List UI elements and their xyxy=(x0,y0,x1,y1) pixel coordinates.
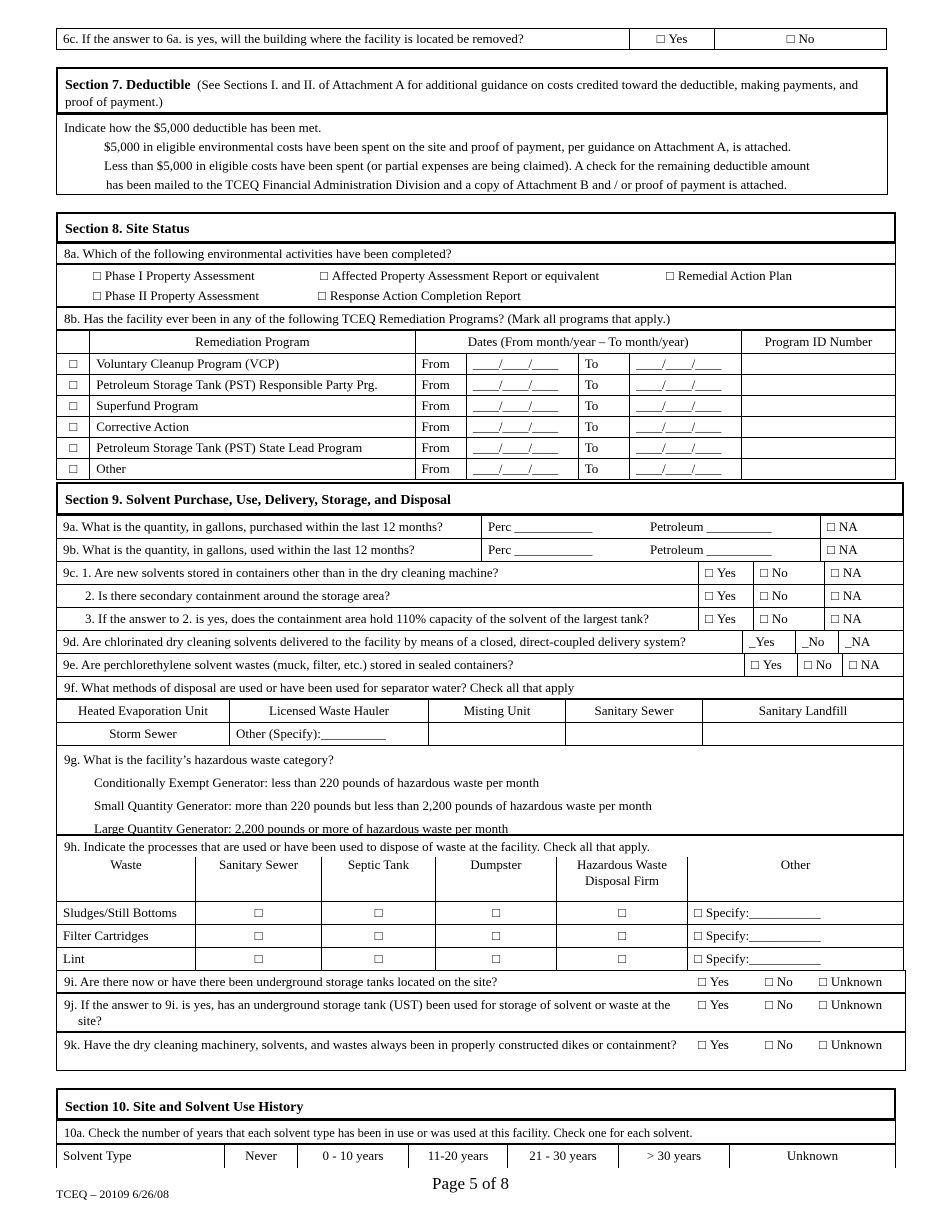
q10a: 10a. Check the number of years that each solvent type has been in use or was used at this facility. Check one for each solvent. xyxy=(56,1120,896,1144)
program-name: Corrective Action xyxy=(90,417,415,438)
deductible-option-1[interactable]: $5,000 in eligible environmental costs have been spent on the site and proof of payment, per guidance on Attachment A, is attached. xyxy=(104,139,792,154)
waste-checkbox[interactable]: □ xyxy=(196,947,322,970)
q9j-no[interactable]: □ No xyxy=(765,997,793,1013)
from-date[interactable]: ____/____/____ xyxy=(466,354,578,375)
section10-header xyxy=(56,1088,896,1120)
q9i-no[interactable]: □ No xyxy=(765,974,793,990)
q9e-yes[interactable]: □ Yes xyxy=(751,657,782,672)
waste-checkbox[interactable]: □ xyxy=(436,901,557,924)
program-checkbox[interactable]: □ xyxy=(57,375,90,396)
col-30plus: > 30 years xyxy=(619,1145,730,1168)
waste-name: Lint xyxy=(57,947,196,970)
program-name: Superfund Program xyxy=(90,396,415,417)
program-name: Voluntary Cleanup Program (VCP) xyxy=(90,354,415,375)
program-checkbox[interactable]: □ xyxy=(57,459,90,480)
section7-title: Section 7. Deductible xyxy=(65,78,191,93)
waste-checkbox[interactable]: □ xyxy=(557,924,688,947)
program-id[interactable] xyxy=(741,396,895,417)
section9-title: Section 9. Solvent Purchase, Use, Delivery, Storage, and Disposal xyxy=(65,493,451,508)
q9d: 9d. Are chlorinated dry cleaning solvents delivered to the facility by means of a closed, direct-coupled delivery system? xyxy=(57,631,743,654)
col-11-20: 11-20 years xyxy=(409,1145,508,1168)
q9a: 9a. What is the quantity, in gallons, purchased within the last 12 months? xyxy=(57,516,482,539)
q10a-table xyxy=(56,1144,896,1168)
program-checkbox[interactable]: □ xyxy=(57,438,90,459)
from-label: From xyxy=(415,438,466,459)
from-date[interactable]: ____/____/____ xyxy=(466,417,578,438)
q9d-na[interactable]: _NA xyxy=(839,631,904,654)
from-label: From xyxy=(415,375,466,396)
to-date[interactable]: ____/____/____ xyxy=(630,438,742,459)
q9g-block xyxy=(56,745,904,835)
q9c1-yes[interactable]: □ Yes xyxy=(705,565,736,580)
q9e-table xyxy=(56,653,904,677)
q9d-yes[interactable]: _Yes xyxy=(743,631,796,654)
q9f: 9f. What methods of disposal are used or have been used for separator water? Check all that apply xyxy=(56,676,904,699)
col-hwdf: Hazardous Waste Disposal Firm xyxy=(557,857,688,901)
program-id[interactable] xyxy=(741,417,895,438)
q9k-row xyxy=(56,1032,906,1071)
q9h: 9h. Indicate the processes that are used or have been used to dispose of waste at the facility. Check all that apply. xyxy=(56,835,904,857)
waste-specify[interactable]: □ Specify:___________ xyxy=(694,928,821,943)
q9a-na[interactable]: □ NA xyxy=(827,519,858,534)
col-program: Remediation Program xyxy=(90,331,415,354)
col-other: Other xyxy=(688,857,904,901)
q6c-yes[interactable]: □ Yes xyxy=(657,31,688,46)
method-storm[interactable]: Storm Sewer xyxy=(57,723,230,746)
from-label: From xyxy=(415,396,466,417)
q9k-unknown[interactable]: □ Unknown xyxy=(819,1037,882,1053)
q6c-no[interactable]: □ No xyxy=(787,31,815,46)
act-phase1[interactable]: □ Phase I Property Assessment xyxy=(93,268,255,284)
to-label: To xyxy=(578,396,629,417)
section9-header xyxy=(56,482,904,515)
program-id[interactable] xyxy=(741,438,895,459)
to-date[interactable]: ____/____/____ xyxy=(630,417,742,438)
to-label: To xyxy=(578,459,629,480)
col-0-10: 0 - 10 years xyxy=(298,1145,409,1168)
act-phase2[interactable]: □ Phase II Property Assessment xyxy=(93,288,259,304)
q9e-no[interactable]: □ No xyxy=(804,657,832,672)
act-rap[interactable]: □ Remedial Action Plan xyxy=(666,268,792,284)
from-label: From xyxy=(415,417,466,438)
q8b: 8b. Has the facility ever been in any of the following TCEQ Remediation Programs? (Mark all programs that apply.) xyxy=(56,307,896,330)
waste-checkbox[interactable]: □ xyxy=(436,947,557,970)
q9k-yes[interactable]: □ Yes xyxy=(698,1037,729,1053)
waste-specify[interactable]: □ Specify:___________ xyxy=(694,905,821,920)
method-landfill[interactable]: Sanitary Landfill xyxy=(703,700,904,723)
q9b-petro[interactable]: Petroleum __________ xyxy=(644,539,821,562)
q9i-unknown[interactable]: □ Unknown xyxy=(819,974,882,990)
method-misting[interactable]: Misting Unit xyxy=(429,700,566,723)
waste-checkbox[interactable]: □ xyxy=(196,924,322,947)
q9i: 9i. Are there now or have there been underground storage tanks located on the site? xyxy=(64,974,498,989)
q9e: 9e. Are perchlorethylene solvent wastes (muck, filter, etc.) stored in sealed containers? xyxy=(57,654,745,677)
to-date[interactable]: ____/____/____ xyxy=(630,396,742,417)
col-21-30: 21 - 30 years xyxy=(508,1145,619,1168)
waste-specify[interactable]: □ Specify:___________ xyxy=(694,951,821,966)
waste-name: Filter Cartridges xyxy=(57,924,196,947)
method-other[interactable]: Other (Specify):__________ xyxy=(230,723,429,746)
from-label: From xyxy=(415,354,466,375)
method-sewer[interactable]: Sanitary Sewer xyxy=(566,700,703,723)
q9c2-no[interactable]: □ No xyxy=(760,588,788,603)
q9c3-yes[interactable]: □ Yes xyxy=(705,611,736,626)
col-solvent: Solvent Type xyxy=(57,1145,225,1168)
col-septic: Septic Tank xyxy=(322,857,436,901)
to-date[interactable]: ____/____/____ xyxy=(630,459,742,480)
q9d-table xyxy=(56,630,904,654)
cat-sqg[interactable]: Small Quantity Generator: more than 220 pounds but less than 2,200 pounds of hazardous waste per month xyxy=(94,798,652,813)
waste-name: Sludges/Still Bottoms xyxy=(57,901,196,924)
q6c-text: 6c. If the answer to 6a. is yes, will the building where the facility is located be removed? xyxy=(57,29,630,50)
col-sanitary: Sanitary Sewer xyxy=(196,857,322,901)
waste-checkbox[interactable]: □ xyxy=(557,947,688,970)
q9c-table xyxy=(56,561,904,631)
q9k: 9k. Have the dry cleaning machinery, solvents, and wastes always been in properly constructed dikes or containment? xyxy=(64,1037,677,1052)
q9j-unknown[interactable]: □ Unknown xyxy=(819,997,882,1013)
col-unknown: Unknown xyxy=(730,1145,896,1168)
to-label: To xyxy=(578,354,629,375)
program-checkbox[interactable]: □ xyxy=(57,417,90,438)
q9j-yes[interactable]: □ Yes xyxy=(698,997,729,1013)
q6c-table xyxy=(56,28,887,50)
program-name: Petroleum Storage Tank (PST) State Lead Program xyxy=(90,438,415,459)
program-id[interactable] xyxy=(741,375,895,396)
q9c1: 9c. 1. Are new solvents stored in containers other than in the dry cleaning machine? xyxy=(57,562,699,585)
q9d-no[interactable]: _No xyxy=(796,631,839,654)
waste-checkbox[interactable]: □ xyxy=(322,901,436,924)
col-dumpster: Dumpster xyxy=(436,857,557,901)
to-label: To xyxy=(578,438,629,459)
section7-body xyxy=(56,114,888,195)
section7-header xyxy=(56,67,888,114)
waste-checkbox[interactable]: □ xyxy=(196,901,322,924)
q9h-table xyxy=(56,857,904,971)
program-name: Petroleum Storage Tank (PST) Responsible Party Prg. xyxy=(90,375,415,396)
from-date[interactable]: ____/____/____ xyxy=(466,396,578,417)
col-never: Never xyxy=(225,1145,298,1168)
q9c2-na[interactable]: □ NA xyxy=(831,588,862,603)
method-hauler[interactable]: Licensed Waste Hauler xyxy=(230,700,429,723)
q9k-no[interactable]: □ No xyxy=(765,1037,793,1053)
to-label: To xyxy=(578,375,629,396)
section8-header xyxy=(56,212,896,243)
q9a-perc[interactable]: Perc ____________ xyxy=(482,516,645,539)
q9c3-na[interactable]: □ NA xyxy=(831,611,862,626)
program-checkbox[interactable]: □ xyxy=(57,354,90,375)
waste-checkbox[interactable]: □ xyxy=(557,901,688,924)
q9j: 9j. If the answer to 9i. is yes, has an underground storage tank (UST) been used for storage of solvent or waste at the site? xyxy=(64,997,671,1028)
program-id[interactable] xyxy=(741,459,895,480)
section10-title: Section 10. Site and Solvent Use History xyxy=(65,1100,304,1115)
act-racr[interactable]: □ Response Action Completion Report xyxy=(318,288,521,304)
q9c3: 3. If the answer to 2. is yes, does the containment area hold 110% capacity of the solvent of the largest tank? xyxy=(57,608,699,631)
form-number: TCEQ – 20109 6/26/08 xyxy=(56,1187,169,1201)
cat-cesqg[interactable]: Conditionally Exempt Generator: less than 220 pounds of hazardous waste per month xyxy=(94,775,540,790)
to-label: To xyxy=(578,417,629,438)
act-apar[interactable]: □ Affected Property Assessment Report or equivalent xyxy=(320,268,599,284)
q9e-na[interactable]: □ NA xyxy=(849,657,880,672)
q9b-na[interactable]: □ NA xyxy=(827,542,858,557)
from-date[interactable]: ____/____/____ xyxy=(466,459,578,480)
q9b: 9b. What is the quantity, in gallons, used within the last 12 months? xyxy=(57,539,482,562)
from-date[interactable]: ____/____/____ xyxy=(466,375,578,396)
section7-intro: Indicate how the $5,000 deductible has been met. xyxy=(64,120,322,135)
section8-title: Section 8. Site Status xyxy=(65,222,190,237)
q9i-yes[interactable]: □ Yes xyxy=(698,974,729,990)
program-table xyxy=(56,330,896,480)
col-waste: Waste xyxy=(57,857,196,901)
q8a-options xyxy=(56,264,896,307)
col-id: Program ID Number xyxy=(741,331,895,354)
from-label: From xyxy=(415,459,466,480)
program-checkbox[interactable]: □ xyxy=(57,396,90,417)
from-date[interactable]: ____/____/____ xyxy=(466,438,578,459)
q9c1-na[interactable]: □ NA xyxy=(831,565,862,580)
method-heated[interactable]: Heated Evaporation Unit xyxy=(57,700,230,723)
cat-lqg[interactable]: Large Quantity Generator: 2,200 pounds or more of hazardous waste per month xyxy=(94,821,509,836)
q9j-row xyxy=(56,993,906,1032)
q9c1-no[interactable]: □ No xyxy=(760,565,788,580)
q9c3-no[interactable]: □ No xyxy=(760,611,788,626)
section7-note: (See Sections I. and II. of Attachment A for additional guidance on costs credited toward the deductible, making payments, and proof of payment.) xyxy=(65,77,859,109)
to-date[interactable]: ____/____/____ xyxy=(630,375,742,396)
to-date[interactable]: ____/____/____ xyxy=(630,354,742,375)
q9b-perc[interactable]: Perc ____________ xyxy=(482,539,645,562)
waste-checkbox[interactable]: □ xyxy=(322,947,436,970)
q9ab-table xyxy=(56,515,904,562)
q9f-methods xyxy=(56,699,904,746)
col-dates: Dates (From month/year – To month/year) xyxy=(415,331,741,354)
q9c2-yes[interactable]: □ Yes xyxy=(705,588,736,603)
q9i-row xyxy=(56,970,906,993)
page-number: Page 5 of 8 xyxy=(432,1174,509,1193)
program-name: Other xyxy=(90,459,415,480)
waste-checkbox[interactable]: □ xyxy=(322,924,436,947)
q9a-petro[interactable]: Petroleum __________ xyxy=(644,516,821,539)
waste-checkbox[interactable]: □ xyxy=(436,924,557,947)
q8a: 8a. Which of the following environmental activities have been completed? xyxy=(56,243,896,264)
program-id[interactable] xyxy=(741,354,895,375)
deductible-option-2-cont: has been mailed to the TCEQ Financial Administration Division and a copy of Attachment B and / or proof of payment is attached. xyxy=(106,177,788,192)
q9g: 9g. What is the facility’s hazardous waste category? xyxy=(64,752,334,767)
deductible-option-2[interactable]: Less than $5,000 in eligible costs have been spent (or partial expenses are being claimed). A check for the remaining deductible amount xyxy=(104,158,810,173)
q9c2: 2. Is there secondary containment around the storage area? xyxy=(57,585,699,608)
